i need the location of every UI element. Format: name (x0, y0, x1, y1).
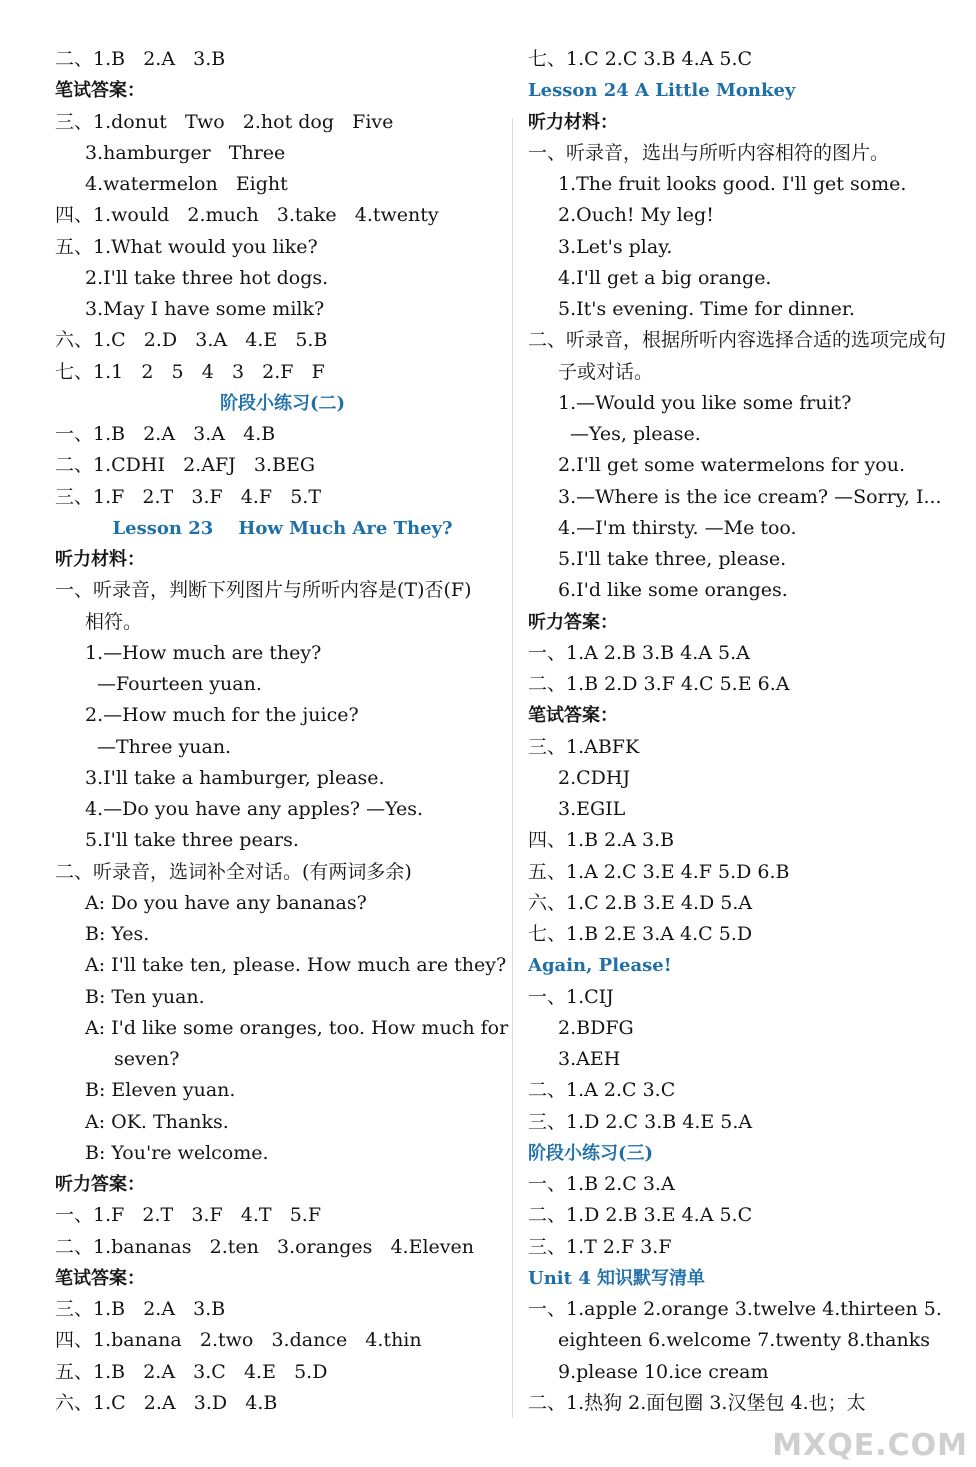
section-label: 笔试答案： (528, 705, 618, 727)
answer-line: 3.—Where is the ice cream? —Sorry, I... (558, 485, 942, 508)
answer-line: 四、1.banana 2.two 3.dance 4.thin (55, 1329, 422, 1352)
column-divider (512, 118, 513, 1418)
answer-line: 3.AEH (558, 1048, 621, 1070)
right-column (528, 44, 974, 1419)
site-watermark: MXQE.COM (772, 1428, 968, 1463)
answer-line: 六、1.C 2.D 3.A 4.E 5.B (55, 329, 328, 352)
answer-line: 六、1.C 2.A 3.D 4.B (55, 1391, 278, 1414)
section-label: 笔试答案： (55, 80, 145, 102)
answer-line: B: Yes. (85, 923, 150, 945)
answer-line: 4.—I'm thirsty. —Me too. (558, 516, 797, 539)
answer-line: 4.I'll get a big orange. (558, 266, 772, 289)
answer-line: 一、1.B 2.C 3.A (528, 1173, 675, 1195)
answer-line: 五、1.A 2.C 3.E 4.F 5.D 6.B (528, 860, 790, 883)
answer-line: 三、1.T 2.F 3.F (528, 1235, 672, 1258)
answer-line: 一、1.CIJ (528, 985, 614, 1008)
answer-line: 二、1.bananas 2.ten 3.oranges 4.Eleven (55, 1235, 475, 1258)
answer-line: 1.—Would you like some fruit? (558, 391, 852, 414)
answer-line: 二、1.B 2.A 3.B (55, 48, 226, 70)
section-label: 听力答案： (55, 1174, 145, 1195)
answer-line: 六、1.C 2.B 3.E 4.D 5.A (528, 891, 753, 914)
section-title: Unit 4 知识默写清单 (528, 1267, 705, 1289)
answer-line: 1.—How much are they? (85, 641, 322, 664)
answer-line: 一、1.A 2.B 3.B 4.A 5.A (528, 641, 750, 664)
answer-line: 5.It's evening. Time for dinner. (558, 298, 855, 320)
answer-line: 二、听录音，选词补全对话。(有两词多余) (55, 860, 412, 883)
answer-line: 七、1.B 2.E 3.A 4.C 5.D (528, 923, 753, 945)
section-label: 听力材料： (55, 549, 145, 570)
answer-line: —Yes, please. (570, 423, 701, 445)
answer-line: 4.watermelon Eight (85, 173, 288, 195)
answer-line: A: I'd like some oranges, too. How much for (85, 1016, 509, 1039)
answer-line: 2.CDHJ (558, 766, 631, 789)
answer-line: 2.I'll get some watermelons for you. (558, 454, 906, 477)
answer-line: 七、1.C 2.C 3.B 4.A 5.C (528, 48, 753, 70)
answer-line: 3.Let's play. (558, 235, 673, 258)
answer-line: 5.I'll take three pears. (85, 829, 299, 852)
answer-line: 2.Ouch! My leg! (558, 204, 714, 227)
answer-line: 二、1.D 2.B 3.E 4.A 5.C (528, 1204, 753, 1227)
answer-line: B: Ten yuan. (85, 985, 205, 1008)
answer-line: B: You're welcome. (85, 1141, 269, 1164)
answer-line: seven? (114, 1048, 180, 1070)
answer-line: 3.EGIL (558, 798, 626, 820)
answer-line: 1.The fruit looks good. I'll get some. (558, 173, 907, 195)
answer-line: 3.hamburger Three (85, 141, 286, 164)
answer-line: 五、1.B 2.A 3.C 4.E 5.D (55, 1360, 328, 1383)
answer-line: 三、1.donut Two 2.hot dog Five (55, 110, 394, 133)
answer-line: 三、1.F 2.T 3.F 4.F 5.T (55, 485, 322, 508)
answer-line: 三、1.B 2.A 3.B (55, 1298, 226, 1320)
answer-line: 2.—How much for the juice? (85, 704, 359, 727)
answer-line: 一、听录音，判断下列图片与所听内容是(T)否(F) (55, 579, 472, 602)
answer-line: 3.I'll take a hamburger, please. (85, 766, 385, 789)
answer-line: B: Eleven yuan. (85, 1079, 236, 1102)
answer-line: A: Do you have any bananas? (85, 891, 367, 914)
answer-line: 三、1.D 2.C 3.B 4.E 5.A (528, 1110, 753, 1133)
section-title: 阶段小练习(二) (219, 392, 346, 414)
answer-line: 七、1.1 2 5 4 3 2.F F (55, 360, 325, 383)
answer-line: 一、1.F 2.T 3.F 4.T 5.F (55, 1204, 322, 1227)
answer-line: 一、听录音，选出与所听内容相符的图片。 (528, 141, 890, 164)
answer-line: 相符。 (85, 610, 143, 633)
answer-line: 二、1.A 2.C 3.C (528, 1079, 676, 1102)
answer-line: 二、1.热狗 2.面包圈 3.汉堡包 4.也；太 (528, 1391, 866, 1414)
answer-line: A: OK. Thanks. (85, 1110, 229, 1133)
answer-line: 三、1.ABFK (528, 735, 640, 758)
answer-line: A: I'll take ten, please. How much are they? (85, 954, 507, 977)
answer-line: 二、1.B 2.D 3.F 4.C 5.E 6.A (528, 673, 790, 695)
answer-line: eighteen 6.welcome 7.twenty 8.thanks (558, 1329, 930, 1352)
answer-line: 四、1.B 2.A 3.B (528, 829, 675, 852)
answer-line: 子或对话。 (558, 360, 654, 383)
section-label: 笔试答案： (55, 1267, 145, 1289)
section-title: Again, Please! (528, 955, 672, 977)
answer-line: 2.BDFG (558, 1016, 634, 1039)
left-column (55, 44, 510, 1419)
answer-line: 3.May I have some milk? (85, 298, 325, 320)
answer-line: 四、1.would 2.much 3.take 4.twenty (55, 204, 439, 227)
section-title: Lesson 24 A Little Monkey (528, 80, 796, 102)
section-title: 阶段小练习(三) (528, 1142, 654, 1164)
answer-line: 4.—Do you have any apples? —Yes. (85, 798, 424, 820)
answer-line: 9.please 10.ice cream (558, 1360, 769, 1383)
answer-line: 6.I'd like some oranges. (558, 579, 788, 602)
answer-line: 二、听录音，根据所听内容选择合适的选项完成句 (528, 329, 947, 352)
answer-line: 一、1.B 2.A 3.A 4.B (55, 423, 276, 445)
answer-line: 五、1.What would you like? (55, 235, 318, 258)
section-label: 听力材料： (528, 111, 618, 133)
section-title: Lesson 23 How Much Are They? (112, 517, 453, 539)
answer-line: —Three yuan. (97, 735, 232, 758)
answer-line: 二、1.CDHI 2.AFJ 3.BEG (55, 454, 315, 477)
answer-line: 一、1.apple 2.orange 3.twelve 4.thirteen 5. (528, 1298, 942, 1320)
answer-line: 5.I'll take three, please. (558, 548, 787, 570)
answer-line: —Fourteen yuan. (97, 673, 262, 695)
answer-line: 2.I'll take three hot dogs. (85, 266, 329, 289)
section-label: 听力答案： (528, 611, 618, 633)
